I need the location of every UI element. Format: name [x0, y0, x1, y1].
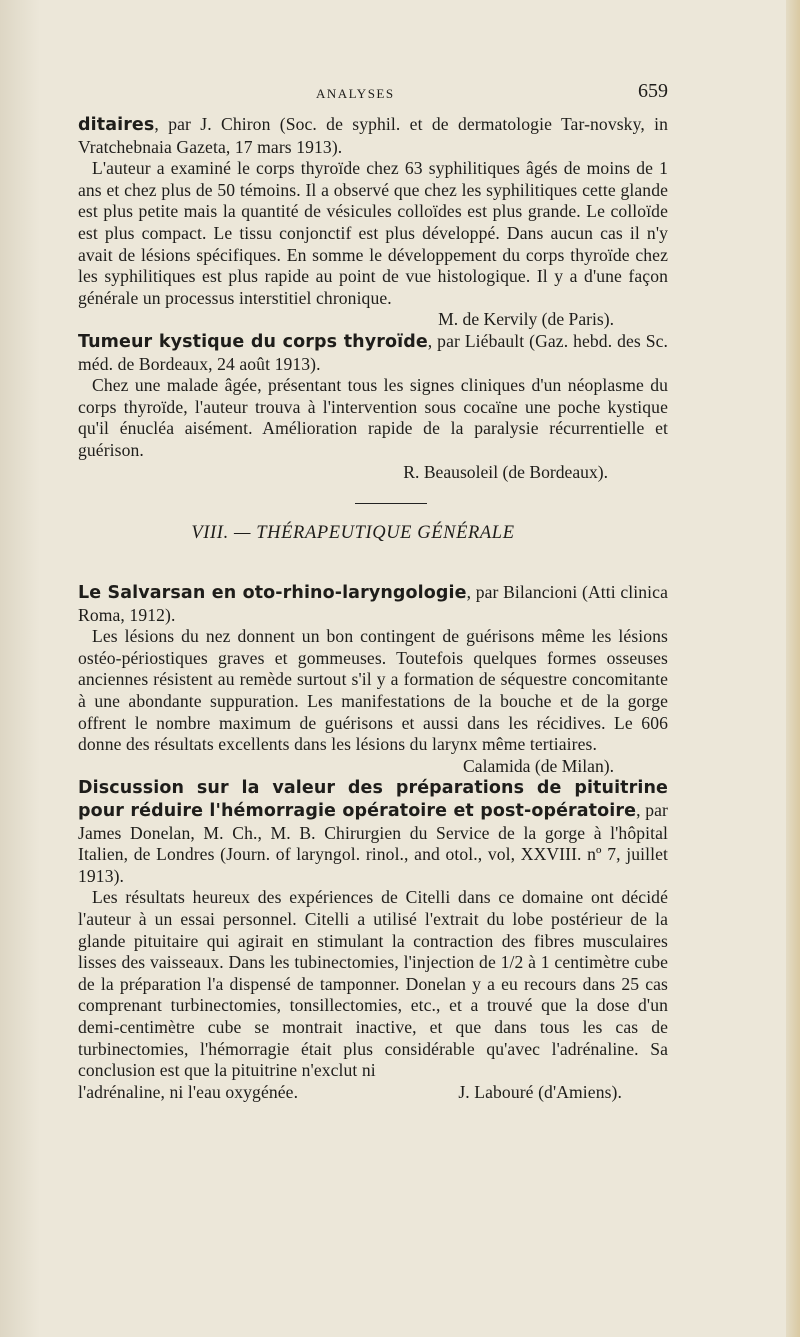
running-title: ANALYSES	[316, 86, 395, 101]
article-body: L'auteur a examiné le corps thyroïde chez 63 syphilitiques âgés de moins de 1 ans et chez plus de 50 témoins. Il a observé que chez les syphilitiques cette glande est plus petite mais la quantité de vésicules colloïdes est plus grande. Le colloïde est plus compact. Le tissu conjonctif est plus développé. Dans aucun cas il n'y avait de lésions spécifiques. En somme le développement du corps thyroïde chez les syphilitiques est plus rapide au point de vue histologique. Il y a d'une façon générale un processus interstitiel chronique.	[78, 158, 668, 308]
article-closing-line	[78, 1082, 668, 1104]
section-title: VIII. — THÉRAPEUTIQUE GÉNÉRALE	[191, 523, 515, 544]
article-cystic-tumor	[78, 331, 668, 483]
page-header	[78, 74, 668, 114]
article-title: ditaires	[78, 115, 155, 135]
page-sheet	[78, 74, 668, 1103]
article-signature: J. Labouré (d'Amiens).	[458, 1081, 622, 1102]
article-citation: , par J. Chiron (Soc. de syphil. et de dermatologie Tar-novsky, in Vratchebnaia Gazeta, 17 mars 1913).	[78, 114, 668, 157]
article-heading	[78, 114, 668, 158]
article-body: Les résultats heureux des expériences de Citelli dans ce domaine ont décidé l'auteur à un essai personnel. Citelli a utilisé l'extrait du lobe postérieur de la glande pituitaire qui agirait en stimulant la contraction des fibres musculaires lisses des vaisseaux. Dans les tubinectomies, l'injection de 1/2 à 1 centimètre cube de la préparation l'a dispensé de tamponner. Donelan y a eu recours dans 25 cas comprenant turbinectomies, tonsillectomies, etc., et a trouvé que la dose d'un demi-centimètre cube se montrait inactive, et que dans tous les cas de turbinectomies, l'hémorragie était plus considérable qu'avec l'adrénaline. Sa conclusion est que la pituitrine n'exclut ni	[78, 887, 668, 1081]
article-title: Tumeur kystique du corps thyroïde	[78, 331, 428, 352]
article-citation: , par Bilancioni (Atti clinica Roma, 1912).	[78, 582, 668, 625]
article-pituitrin	[78, 777, 668, 1103]
article-title: Le Salvarsan en oto-rhino-laryngologie	[78, 583, 467, 604]
article-thyroid-syphilis	[78, 114, 668, 331]
article-title: Discussion sur la valeur des préparations de pituitrine pour réduire l'hémorragie opératoire et post-opératoire	[78, 778, 668, 822]
article-body: Les lésions du nez donnent un bon contingent de guérisons même les lésions ostéo-périostiques graves et gommeuses. Toutefois quelques formes osseuses anciennes résistent au remède surtout s'il y a formation de séquestre concomitante à une abondante suppuration. Les manifestations de la bouche et de la gorge offrent le nombre maximum de guérisons et aussi dans les récidives. Le 606 donne des résultats excellents dans les lésions du larynx même tertiaires.	[78, 626, 668, 755]
article-signature: M. de Kervily (de Paris).	[438, 309, 614, 330]
article-citation: , par James Donelan, M. Ch., M. B. Chirurgien du Service de la gorge à l'hôpital Italien, de Londres (Journ. of laryngol. rinol., and otol., vol, XXVIII. nº 7, juillet 1913).	[78, 800, 668, 886]
page-edge	[786, 0, 800, 1337]
article-heading	[78, 331, 668, 375]
article-heading	[78, 777, 668, 887]
article-last-line: l'adrénaline, ni l'eau oxygénée.	[78, 1081, 299, 1102]
article-heading	[78, 582, 668, 626]
page-gutter-shadow	[0, 0, 40, 1337]
article-body: Chez une malade âgée, présentant tous les signes cliniques d'un néoplasme du corps thyroïde, l'auteur trouva à l'intervention sous cocaïne une poche kystique qu'il énucléa aisément. Amélioration rapide de la paralysie récurrentielle et guérison.	[78, 375, 668, 460]
page-number: 659	[638, 80, 668, 102]
article-signature: Calamida (de Milan).	[463, 755, 614, 776]
article-signature: R. Beausoleil (de Bordeaux).	[403, 461, 608, 482]
article-salvarsan	[78, 582, 668, 777]
article-citation: , par Liébault (Gaz. hebd. des Sc. méd. de Bordeaux, 24 août 1913).	[78, 330, 669, 374]
section-divider	[355, 503, 427, 504]
